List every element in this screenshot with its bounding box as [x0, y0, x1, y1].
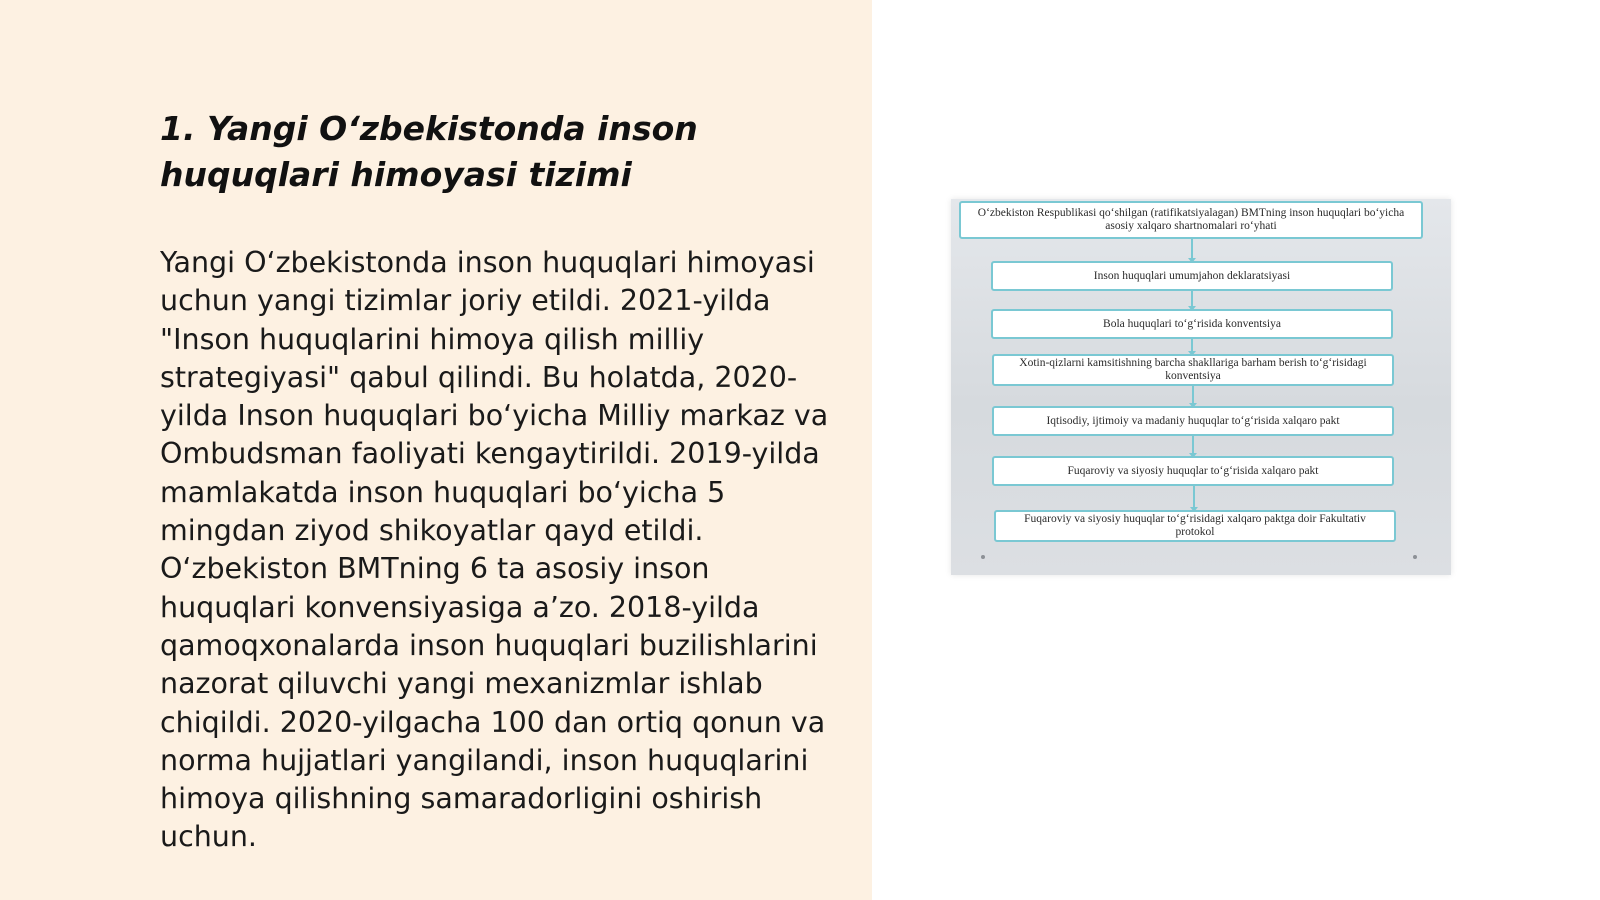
- diagram-item-box: [992, 456, 1394, 486]
- diagram-item-box: [992, 406, 1394, 436]
- diagram-header-text: O‘zbekiston Respublikasi qo‘shilgan (ratifikatsiyalagan) BMTning inson huquqlari bo‘yicha asosiy xalqaro shartnomalari ro‘yhati: [977, 207, 1405, 232]
- diagram-item-box: [992, 354, 1394, 386]
- diagram-item-text: Iqtisodiy, ijtimoiy va madaniy huquqlar to‘g‘risida xalqaro pakt: [1046, 414, 1340, 427]
- corner-dot: [981, 555, 985, 559]
- diagram-item-box: [994, 510, 1396, 542]
- corner-dot: [1413, 555, 1417, 559]
- diagram-item-text: Fuqaroviy va siyosiy huquqlar to‘g‘risida xalqaro pakt: [1067, 464, 1319, 477]
- slide-body-text: Yangi O‘zbekistonda inson huquqlari himoyasi uchun yangi tizimlar joriy etildi. 2021-yilda "Inson huquqlarini himoya qilish milliy strategiyasi" qabul qilindi. Bu holatda, 2020-yilda Inson huquqlari bo‘yicha Milliy markaz va Ombudsman faoliyati kengaytirildi. 2019-yilda mamlakatda inson huquqlari bo‘yicha 5 mingdan ziyod shikoyatlar qayd etildi. O‘zbekiston BMTning 6 ta asosiy inson huquqlari konvensiyasiga a’zo. 2018-yilda qamoqxonalarda inson huquqlari buzilishlarini nazorat qiluvchi yangi mexanizmlar ishlab chiqildi. 2020-yilgacha 100 dan ortiq qonun va norma hujjatlari yangilandi, inson huquqlarini himoya qilishning samaradorligini oshirish uchun.: [160, 246, 829, 854]
- diagram-item-text: Fuqaroviy va siyosiy huquqlar to‘g‘risidagi xalqaro paktga doir Fakultativ protokol: [1024, 513, 1366, 538]
- diagram-item-text: Xotin-qizlarni kamsitishning barcha shakllariga barham berish to‘g‘risidagi konventsiya: [1019, 357, 1367, 382]
- connector-arrow: [1192, 386, 1194, 406]
- treaties-diagram: [951, 199, 1451, 575]
- diagram-item-text: Bola huquqlari to‘g‘risida konventsiya: [1103, 317, 1281, 330]
- connector-arrow: [1191, 339, 1193, 354]
- diagram-item-box: [991, 261, 1393, 291]
- connector-arrow: [1192, 436, 1194, 456]
- diagram-item-box: [991, 309, 1393, 339]
- connector-arrow: [1193, 486, 1195, 510]
- diagram-item-text: Inson huquqlari umumjahon deklaratsiyasi: [1093, 269, 1291, 282]
- connector-arrow: [1191, 291, 1193, 309]
- slide-title: 1. Yangi O‘zbekistonda inson huquqlari himoyasi tizimi: [160, 109, 698, 194]
- diagram-header-box: [959, 201, 1423, 239]
- connector-arrow: [1191, 239, 1193, 261]
